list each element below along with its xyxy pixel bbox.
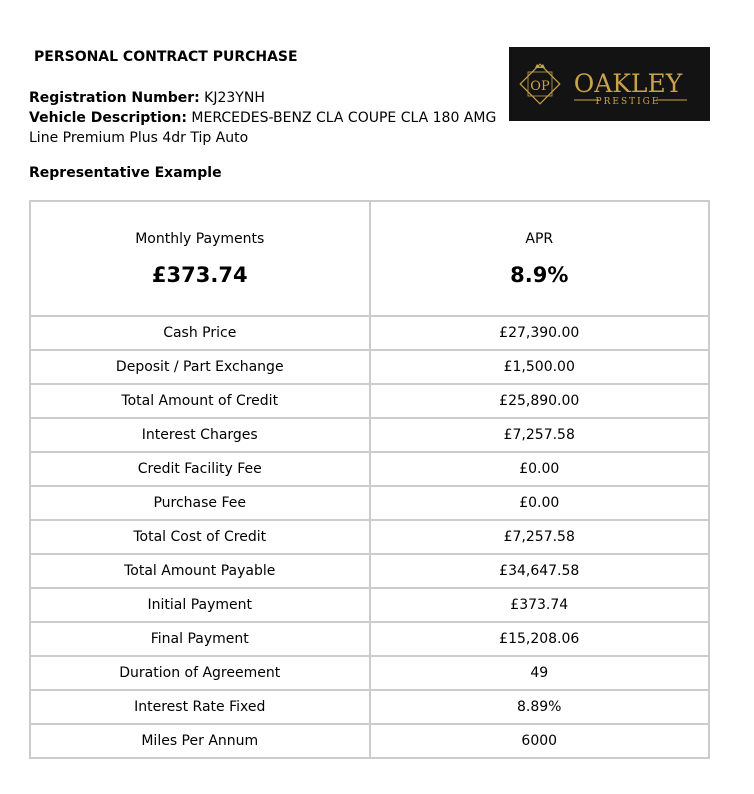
logo-name: OAKLEY <box>573 69 683 98</box>
table-row <box>30 622 709 656</box>
table-row <box>30 656 709 690</box>
table-row <box>30 486 709 520</box>
row-label: Cash Price <box>30 316 370 350</box>
row-label: Duration of Agreement <box>30 656 370 690</box>
representative-example-table <box>29 200 710 759</box>
logo-monogram: OP <box>530 79 550 94</box>
section-heading: Representative Example <box>29 165 222 181</box>
registration-value: KJ23YNH <box>204 90 265 106</box>
row-label: Final Payment <box>30 622 370 656</box>
table-row <box>30 350 709 384</box>
row-value: £7,257.58 <box>370 418 710 452</box>
row-value: £373.74 <box>370 588 710 622</box>
apr-value: 8.9% <box>510 263 569 287</box>
row-label: Total Amount Payable <box>30 554 370 588</box>
logo-graphic <box>509 47 710 121</box>
row-value: £7,257.58 <box>370 520 710 554</box>
row-label: Credit Facility Fee <box>30 452 370 486</box>
row-label: Purchase Fee <box>30 486 370 520</box>
oakley-prestige-logo <box>509 47 710 121</box>
row-value: 8.89% <box>370 690 710 724</box>
table-row <box>30 724 709 758</box>
vehicle-description-label: Vehicle Description: <box>29 110 187 126</box>
table-row <box>30 384 709 418</box>
registration-line <box>29 88 499 108</box>
row-label: Total Amount of Credit <box>30 384 370 418</box>
document-title: PERSONAL CONTRACT PURCHASE <box>34 49 298 65</box>
row-value: £34,647.58 <box>370 554 710 588</box>
headline-row <box>30 201 709 316</box>
table-row <box>30 690 709 724</box>
logo-tagline: PRESTIGE <box>595 97 661 107</box>
monthly-payments-cell <box>30 201 370 316</box>
monthly-payments-value: £373.74 <box>151 263 248 287</box>
row-value: £1,500.00 <box>370 350 710 384</box>
row-label: Interest Rate Fixed <box>30 690 370 724</box>
row-value: 49 <box>370 656 710 690</box>
registration-label: Registration Number: <box>29 90 200 106</box>
row-label: Total Cost of Credit <box>30 520 370 554</box>
row-value: £0.00 <box>370 486 710 520</box>
table-row <box>30 520 709 554</box>
vehicle-details <box>29 88 499 148</box>
row-label: Interest Charges <box>30 418 370 452</box>
table-row <box>30 554 709 588</box>
apr-cell <box>370 201 710 316</box>
table-row <box>30 316 709 350</box>
row-label: Deposit / Part Exchange <box>30 350 370 384</box>
row-value: £0.00 <box>370 452 710 486</box>
table-row <box>30 588 709 622</box>
vehicle-description-value: MERCEDES-BENZ CLA COUPE CLA 180 AMG Line Premium Plus 4dr Tip Auto <box>29 110 497 146</box>
vehicle-description-line <box>29 108 499 148</box>
table-row <box>30 452 709 486</box>
table-row <box>30 418 709 452</box>
apr-label: APR <box>525 231 554 247</box>
row-value: 6000 <box>370 724 710 758</box>
row-value: £15,208.06 <box>370 622 710 656</box>
row-value: £27,390.00 <box>370 316 710 350</box>
row-label: Miles Per Annum <box>30 724 370 758</box>
row-value: £25,890.00 <box>370 384 710 418</box>
row-label: Initial Payment <box>30 588 370 622</box>
monthly-payments-label: Monthly Payments <box>135 231 265 247</box>
